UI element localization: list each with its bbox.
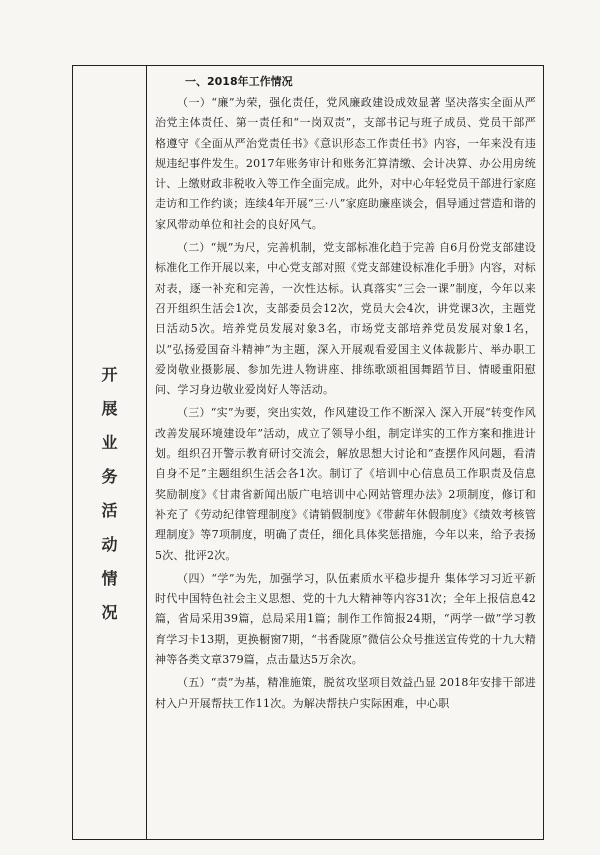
label-char: 情 [101,569,118,588]
paragraph-standards: （二）“规”为尺，完善机制，党支部标准化趋于完善 自6月份党支部建设标准化工作开展以来，中心党支部对照《党支部建设标准化手册》内容，对标对表，逐一补充和完善，一次性达标。认真落实“三会一课”制度，今年以来召开组织生活会1次，支部委员会12次，党员大会4次，讲党课3次，主题党日活动5次。培养党员发展对象3名，市场党支部培养党员发展对象1名，以“弘扬爱国奋斗精神”为主题，深入开展观看爱国主义体裁影片、举办职工爱岗敬业摄影展、参加先进人物讲座、排练歌颂祖国舞蹈节目、情暖重阳慰问、学习身边敬业爱岗好人等活动。 [155,241,536,397]
content-cell [147,66,543,839]
report-table [72,65,544,840]
paragraph-study: （四）“学”为先，加强学习，队伍素质水平稳步提升 集体学习习近平新时代中国特色社会主义思想、党的十九大精神等内容31次；全年上报信息42篇，省局采用39篇，总局采用1篇；制作工作简报24期，“两学一做”学习教育学习卡13期，更换橱窗7期，“书香陇原”微信公众号推送宣传党的十九大精神等各类文章379篇，点击量达5万余次。 [155,571,536,667]
label-char: 况 [101,603,118,622]
paragraph-work-style: （三）“实”为要，突出实效，作风建设工作不断深入 深入开展“转变作风改善发展环境建设年”活动，成立了领导小组，制定详实的工作方案和推进计划。组织召开警示教育研讨交流会，解放思想大讨论和“查摆作风问题，看清自身不足”主题组织生活会各1次。制订了《培训中心信息员工作职责及信息奖励制度》《甘肃省新闻出版广电培训中心网站管理办法》2项制度，修订和补充了《劳动纪律管理制度》《请销假制度》《带薪年休假制度》《绩效考核管理制度》等7项制度，明确了责任，细化具体奖惩措施，今年以来，给予表扬5次、批评2次。 [155,406,536,562]
paragraph-integrity: （一）“廉”为荣，强化责任，党风廉政建设成效显著 坚决落实全面从严治党主体责任、第一责任和“一岗双责”，支部书记与班子成员、党员干部严格遵守《全面从严治党责任书》《意识形态工作责任书》内容，一年来没有违规违纪事件发生。2017年账务审计和账务汇算清缴、会计决算、办公用房统计、上缴财政非税收入等工作全面完成。此外，对中心年轻党员干部进行家庭走访和工作约谈；连续4年开展“三·八”家庭助廉座谈会，倡导通过营造和谐的家风带动单位和社会的良好风气。 [155,96,536,231]
label-char: 动 [101,535,118,554]
label-char: 活 [101,501,118,520]
section-heading: 一、2018年工作情况 [185,75,293,88]
label-char: 务 [101,467,118,486]
row-label-cell [73,66,147,839]
label-char: 业 [101,433,118,452]
label-char: 展 [101,399,118,418]
label-char: 开 [101,365,118,384]
paragraph-poverty-alleviation: （五）“责”为基，精准施策，脱贫攻坚项目效益凸显 2018年安排干部进村入户开展帮扶工作11次。为解决帮扶户实际困难，中心职 [155,676,536,710]
